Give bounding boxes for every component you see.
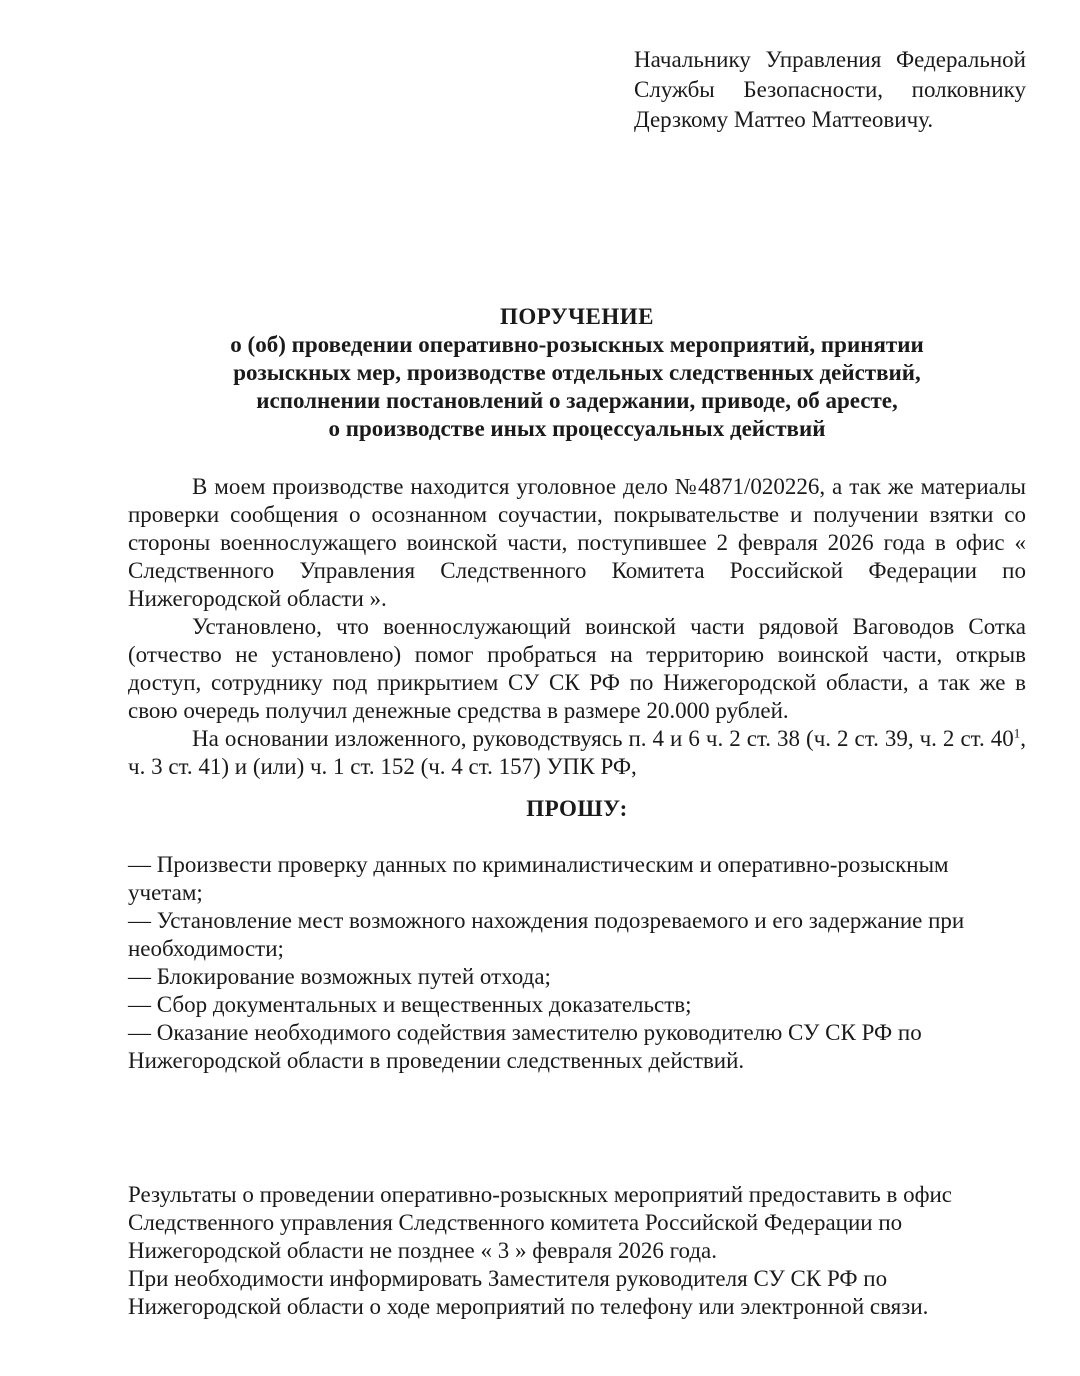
request-item: — Блокирование возможных путей отхода;	[128, 964, 551, 989]
request-item: — Произвести проверку данных по криминалистическим и оперативно-розыскным учетам;	[128, 852, 949, 905]
results-paragraph: Результаты о проведении оперативно-розыскных мероприятий предоставить в офис Следственного управления Следственного комитета Российской Федерации по Нижегородской области не позднее « 3 » февраля 2026 года.	[128, 1182, 952, 1263]
contact-paragraph: При необходимости информировать Заместителя руководителя СУ СК РФ по Нижегородской области о ходе мероприятий по телефону или электронной связи.	[128, 1266, 929, 1319]
findings-paragraph: Установлено, что военнослужающий воинской части рядовой Ваговодов Сотка (отчество не установлено) помог пробраться на территорию воинской части, открыв доступ, сотруднику под прикрытием СУ СК РФ по Нижегородской области, а так же в свою очередь получил денежные средства в размере 20.000 рублей.	[128, 614, 1026, 723]
legal-basis-paragraph	[128, 725, 1026, 781]
request-heading: ПРОШУ:	[526, 796, 628, 821]
title-subtitle-line: розыскных мер, производстве отдельных следственных действий,	[233, 360, 921, 385]
title-block	[128, 303, 1026, 443]
addressee-block: Начальнику Управления Федеральной Службы Безопасности, полковнику Дерзкому Маттео Маттеовичу.	[634, 47, 1026, 132]
title-subtitle-line: о производстве иных процессуальных действий	[328, 416, 826, 441]
legal-basis-text-after: , ч. 3 ст. 41) и (или) ч. 1 ст. 152 (ч. 4 ст. 157) УПК РФ,	[128, 726, 1026, 779]
request-list	[128, 851, 1026, 1075]
case-paragraph: В моем производстве находится уголовное дело №4871/020226, а так же материалы проверки сообщения о осознанном соучастии, покрывательстве и получении взятки со стороны военнослужащего воинской части, поступившее 2 февраля 2026 года в офис « Следственного Управления Следственного Комитета Российской Федерации по Нижегородской области ».	[128, 474, 1026, 611]
request-item: — Установление мест возможного нахождения подозреваемого и его задержание при необходимости;	[128, 908, 965, 961]
legal-basis-text-before: На основании изложенного, руководствуясь п. 4 и 6 ч. 2 ст. 38 (ч. 2 ст. 39, ч. 2 ст. 40	[192, 726, 1014, 751]
closing-block	[128, 1181, 1026, 1321]
request-item: — Сбор документальных и вещественных доказательств;	[128, 992, 692, 1017]
page-title: ПОРУЧЕНИЕ	[500, 304, 654, 329]
title-subtitle-line: исполнении постановлений о задержании, приводе, об аресте,	[256, 388, 898, 413]
article-superscript: 1	[1013, 725, 1021, 741]
title-subtitle-line: о (об) проведении оперативно-розыскных мероприятий, принятии	[230, 332, 924, 357]
request-item: — Оказание необходимого содействия заместителю руководителю СУ СК РФ по Нижегородской области в проведении следственных действий.	[128, 1020, 922, 1073]
